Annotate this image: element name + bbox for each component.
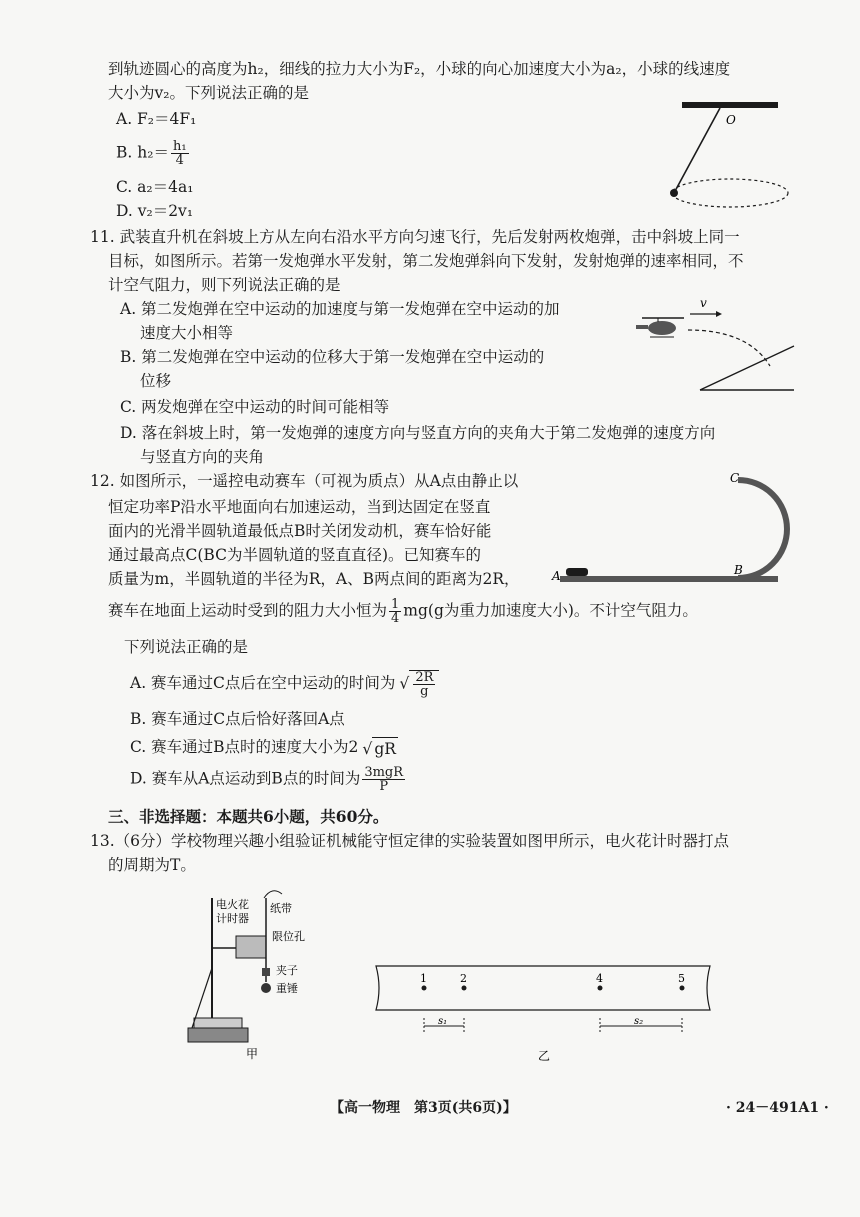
q11-option-a-2: 速度大小相等 xyxy=(140,324,234,342)
point-a-label: A xyxy=(552,569,561,583)
base-block xyxy=(194,1018,242,1028)
string xyxy=(674,108,720,193)
point-o-label: O xyxy=(726,113,736,127)
tape-dot xyxy=(598,986,603,991)
q12-line4: 通过最高点C(BC为半圆轨道的竖直直径)。已知赛车的 xyxy=(108,546,481,564)
figure-jia-caption: 甲 xyxy=(246,1047,259,1061)
q10-option-c: C. a₂＝4a₁ xyxy=(116,178,194,196)
q11-line1: 11. 武装直升机在斜坡上方从左向右沿水平方向匀速飞行，先后发射两枚炮弹，击中斜坡上同一 xyxy=(90,228,740,246)
ball xyxy=(670,189,678,197)
tape-dot-label: 2 xyxy=(460,972,467,985)
q11-option-b-2: 位移 xyxy=(140,372,172,390)
q11-line3: 计空气阻力，则下列说法正确的是 xyxy=(108,276,341,294)
q10-option-b-fraction: $\frac{\text{h₁}}{4}$ xyxy=(172,139,187,168)
q12-line7: 下列说法正确的是 xyxy=(124,638,249,656)
apparatus-figure xyxy=(180,878,320,1064)
velocity-label: v xyxy=(700,296,707,310)
figure-yi-caption: 乙 xyxy=(538,1049,551,1063)
q12-line2: 恒定功率P沿水平地面向右加速运动，当到达固定在竖直 xyxy=(108,498,491,516)
q11-option-c: C. 两发炮弹在空中运动的时间可能相等 xyxy=(120,398,390,416)
s1-label: s₁ xyxy=(438,1016,448,1027)
q11-line2: 目标，如图所示。若第一发炮弹水平发射，第二发炮弹斜向下发射，发射炮弹的速率相同，不 xyxy=(108,252,744,270)
tape-dot xyxy=(680,986,685,991)
q12-option-d: D. 赛车从A点运动到B点的时间为 $\frac{\text{3mgR}}{P}$ xyxy=(130,765,404,794)
weight-label: 重锤 xyxy=(276,982,298,995)
footer-code: · 24－491A1 · xyxy=(726,1100,829,1116)
hand-icon xyxy=(264,891,282,898)
point-b-label: B xyxy=(734,563,743,577)
slope xyxy=(700,346,794,390)
q12-line3: 面内的光滑半圆轨道最低点B时关闭发动机，赛车恰好能 xyxy=(108,522,492,540)
trajectory xyxy=(688,330,770,366)
q12-line6: 赛车在地面上运动时受到的阻力大小恒为 $\frac{1}{4}$ mg(g为重力加速度大小)。不计空气阻力。 xyxy=(108,597,698,626)
q10-option-d: D. v₂＝2v₁ xyxy=(116,202,194,220)
q10-option-b: B. h₂＝ $\frac{\text{h₁}}{4}$ xyxy=(116,139,187,168)
q12-line6-fraction: $\frac{1}{4}$ xyxy=(391,597,400,626)
hole-label: 限位孔 xyxy=(272,930,305,943)
heavy-weight xyxy=(261,983,271,993)
paper-tape-figure xyxy=(370,958,718,1066)
sqrt-icon: √ gR xyxy=(362,737,397,760)
semicircle-track xyxy=(738,480,787,578)
q12-track-figure xyxy=(548,466,808,592)
q11-option-d-2: 与竖直方向的夹角 xyxy=(140,448,265,466)
q12-option-b: B. 赛车通过C点后恰好落回A点 xyxy=(130,710,345,728)
q12-option-a: A. 赛车通过C点后在空中运动的时间为 √ $\frac{2R}{g}$ xyxy=(130,670,439,698)
tape-dot-label: 4 xyxy=(596,972,603,985)
q12-line5: 质量为m，半圆轨道的半径为R，A、B两点间的距离为2R， xyxy=(108,570,520,588)
s2-label: s₂ xyxy=(634,1016,644,1027)
ceiling xyxy=(682,102,778,108)
q13-line1: 13.（6分）学校物理兴趣小组验证机械能守恒定律的实验装置如图甲所示，电火花计时器打点 xyxy=(90,832,730,850)
clip-label: 夹子 xyxy=(276,964,298,977)
q11-option-d-1: D. 落在斜坡上时，第一发炮弹的速度方向与竖直方向的夹角大于第二发炮弹的速度方向 xyxy=(120,424,716,442)
spark-timer xyxy=(236,936,266,958)
q11-option-a-1: A. 第二发炮弹在空中运动的加速度与第一发炮弹在空中运动的加 xyxy=(120,300,560,318)
tape-dot-label: 5 xyxy=(678,972,685,985)
footer-page-info: 【高一物理 第3页(共6页)】 xyxy=(330,1100,517,1116)
stand-base xyxy=(188,1028,248,1042)
q10-option-a: A. F₂＝4F₁ xyxy=(116,110,197,128)
q12-option-d-fraction: $\frac{\text{3mgR}}{P}$ xyxy=(364,765,404,794)
q12-option-c: C. 赛车通过B点时的速度大小为2 √ gR xyxy=(130,738,396,758)
q10-pendulum-figure xyxy=(660,96,800,216)
point-c-label: C xyxy=(730,471,740,485)
q11-helicopter-figure xyxy=(628,294,798,394)
tape-dot xyxy=(422,986,427,991)
q13-line2: 的周期为T。 xyxy=(108,856,196,874)
race-car-icon xyxy=(566,568,588,576)
q11-option-b-1: B. 第二发炮弹在空中运动的位移大于第一发炮弹在空中运动的 xyxy=(120,348,545,366)
arrow-head-icon xyxy=(716,311,722,317)
section-3-heading: 三、非选择题：本题共6小题，共60分。 xyxy=(108,807,389,826)
q12-line1: 12. 如图所示，一遥控电动赛车（可视为质点）从A点由静止以 xyxy=(90,472,519,490)
timer-label-1: 电火花 xyxy=(216,898,249,911)
sqrt-icon: √ $\frac{2R}{g}$ xyxy=(399,670,439,698)
q10-line1: 到轨迹圆心的高度为h₂，细线的拉力大小为F₂，小球的向心加速度大小为a₂，小球的线速度 xyxy=(108,60,731,78)
q10-line2: 大小为v₂。下列说法正确的是 xyxy=(108,84,309,102)
tape-dot xyxy=(462,986,467,991)
clip xyxy=(262,968,270,976)
tape-dot-label: 1 xyxy=(420,972,427,985)
timer-label-2: 计时器 xyxy=(216,912,249,925)
helicopter-icon xyxy=(636,318,684,337)
orbit xyxy=(672,179,788,207)
tape-label: 纸带 xyxy=(270,902,292,915)
